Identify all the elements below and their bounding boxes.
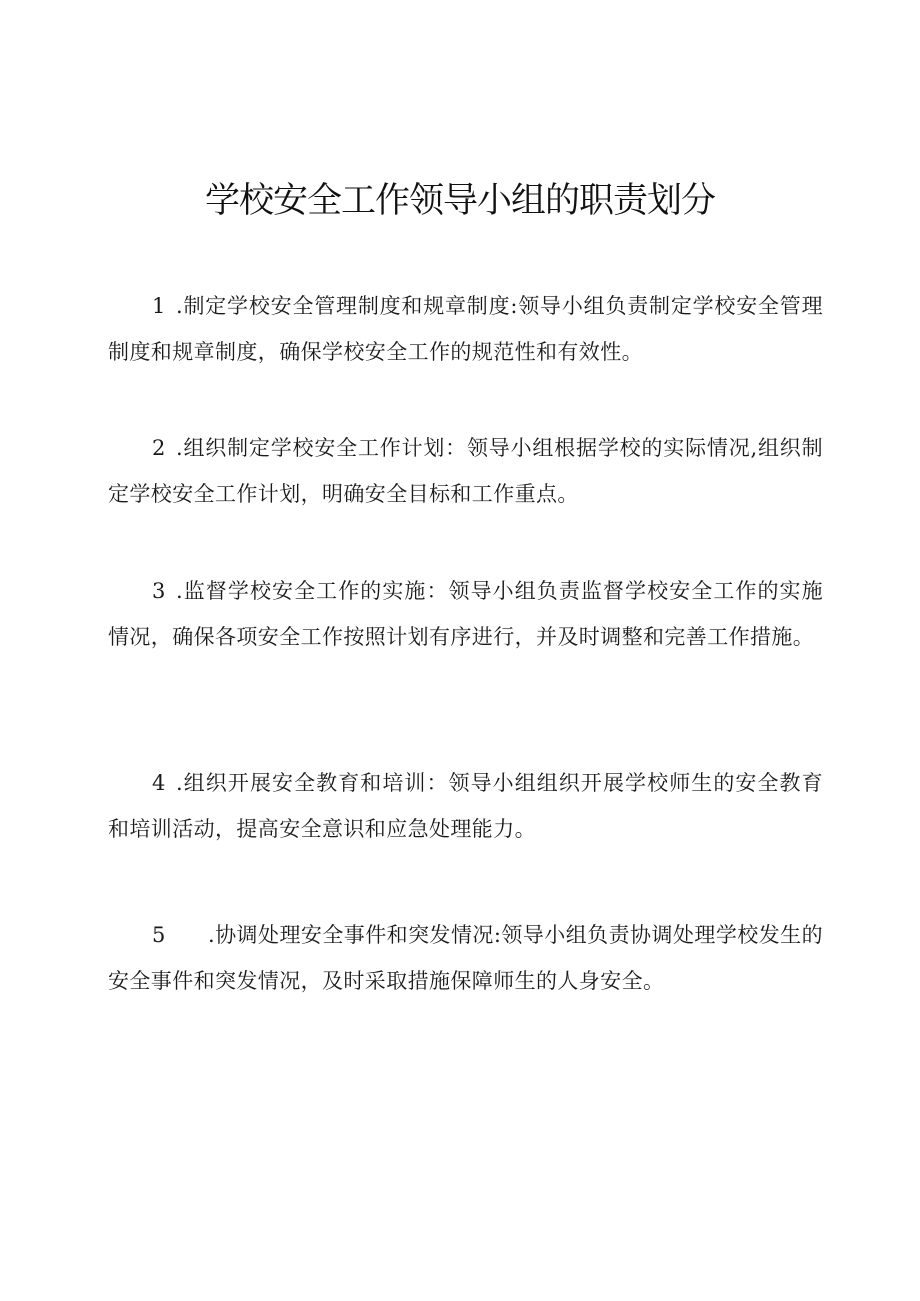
list-item <box>108 425 823 517</box>
list-item <box>108 568 823 660</box>
item-text: .制定学校安全管理制度和规章制度:领导小组负责制定学校安全管理制度和规章制度，确保学校安全工作的规范性和有效性。 <box>108 294 823 364</box>
item-text: .组织制定学校安全工作计划：领导小组根据学校的实际情况,组织制定学校安全工作计划，明确安全目标和工作重点。 <box>108 436 823 506</box>
list-item <box>108 912 823 1004</box>
item-number: 1 <box>152 294 166 318</box>
document-title: 学校安全工作领导小组的职责划分 <box>204 181 715 221</box>
item-number: 3 <box>152 579 166 603</box>
list-item <box>108 283 823 375</box>
list-item <box>108 760 823 852</box>
item-number: 5 <box>152 923 166 947</box>
item-number: 4 <box>152 771 166 795</box>
item-text: .监督学校安全工作的实施：领导小组负责监督学校安全工作的实施情况，确保各项安全工作按照计划有序进行，并及时调整和完善工作措施。 <box>108 579 823 649</box>
item-number: 2 <box>152 436 166 460</box>
item-text: .组织开展安全教育和培训：领导小组组织开展学校师生的安全教育和培训活动，提高安全意识和应急处理能力。 <box>108 771 823 841</box>
item-text: .协调处理安全事件和突发情况:领导小组负责协调处理学校发生的安全事件和突发情况，及时采取措施保障师生的人身安全。 <box>108 923 823 993</box>
